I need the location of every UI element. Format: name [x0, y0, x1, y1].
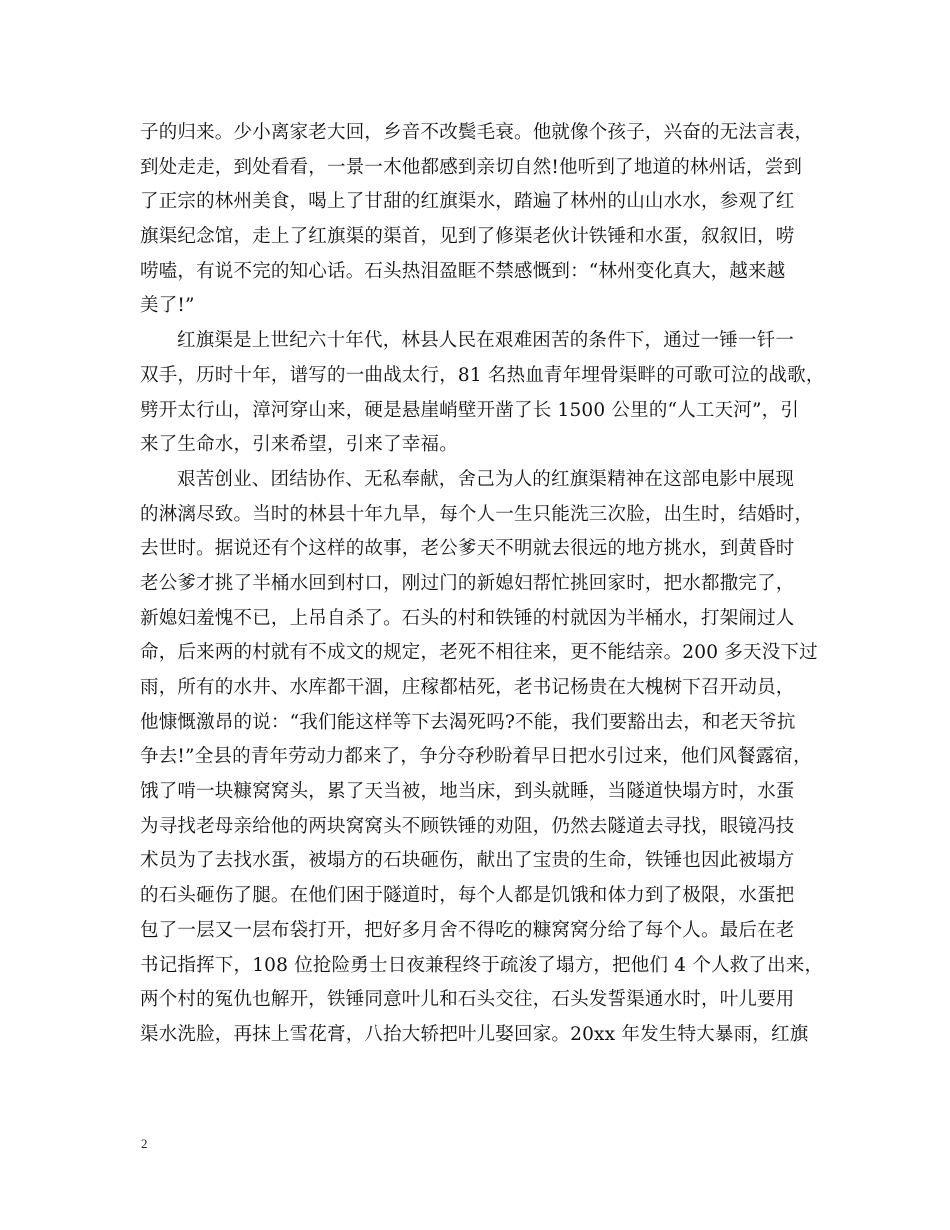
text-line: 老公爹才挑了半桶水回到村口，刚过门的新媳妇帮忙挑回家时，把水都撒完了，: [140, 572, 795, 594]
text-line: 渠水洗脸，再抹上雪花膏，八抬大轿把叶儿娶回家。20xx 年发生特大暴雨，红旗: [140, 1023, 809, 1045]
text-line: 新媳妇羞愧不已，上吊自杀了。石头的村和铁锤的村就因为半桶水，打架闹过人: [140, 607, 795, 629]
text-line: 两个村的冤仇也解开，铁锤同意叶儿和石头交往，石头发誓渠通水时，叶儿要用: [140, 989, 795, 1011]
text-line: 唠嗑，有说不完的知心话。石头热泪盈眶不禁感慨到：“林州变化真大，越来越: [140, 260, 786, 282]
text-line: 美了!”: [140, 295, 195, 317]
text-line: 红旗渠是上世纪六十年代，林县人民在艰难困苦的条件下，通过一锤一钎一: [177, 330, 795, 352]
text-line: 艰苦创业、团结协作、无私奉献，舍己为人的红旗渠精神在这部电影中展现: [177, 468, 795, 490]
page-number: 2: [141, 1136, 148, 1151]
text-line: 到处走走，到处看看，一景一木他都感到亲切自然!他听到了地道的林州话，尝到: [140, 156, 803, 178]
text-line: 命，后来两的村就有不成文的规定，老死不相往来，更不能结亲。200 多天没下过: [140, 642, 818, 664]
text-line: 去世时。据说还有个这样的故事，老公爹天不明就去很远的地方挑水，到黄昏时: [140, 538, 795, 560]
text-line: 雨，所有的水井、水库都干涸，庄稼都枯死，老书记杨贵在大槐树下召开动员，: [140, 677, 795, 698]
text-line: 饿了啃一块糠窝窝头，累了天当被，地当床，到头就睡，当隧道快塌方时，水蛋: [140, 781, 795, 803]
text-line: 他慷慨激昂的说：“我们能这样等下去渴死吗?不能，我们要豁出去，和老天爷抗: [140, 711, 796, 733]
text-line: 为寻找老母亲给他的两块窝窝头不顾铁锤的劝阻，仍然去隧道去寻找，眼镜冯技: [140, 815, 795, 837]
text-line: 的淋漓尽致。当时的林县十年九旱，每个人一生只能洗三次脸，出生时，结婚时，: [140, 503, 814, 525]
text-line: 旗渠纪念馆，走上了红旗渠的渠首，见到了修渠老伙计铁锤和水蛋，叙叙旧，唠: [140, 226, 795, 248]
text-line: 争去!”全县的青年劳动力都来了，争分夺秒盼着早日把水引过来，他们风餐露宿，: [140, 746, 812, 768]
text-line: 了正宗的林州美食，喝上了甘甜的红旗渠水，踏遍了林州的山山水水，参观了红: [140, 191, 795, 213]
text-line: 包了一层又一层布袋打开，把好多月舍不得吃的糠窝窝分给了每个人。最后在老: [140, 919, 795, 941]
body-text: [140, 116, 825, 1053]
text-line: 书记指挥下，108 位抢险勇士日夜兼程终于疏浚了塌方，把他们 4 个人救了出来，: [140, 954, 824, 976]
text-line: 来了生命水，引来希望，引来了幸福。: [140, 434, 458, 456]
text-line: 劈开太行山，漳河穿山来，硬是悬崖峭壁开凿了长 1500 公里的“人工天河”，引: [140, 399, 800, 421]
text-line: 子的归来。少小离家老大回，乡音不改鬓毛衰。他就像个孩子，兴奋的无法言表，: [140, 122, 814, 143]
text-line: 的石头砸伤了腿。在他们困于隧道时，每个人都是饥饿和体力到了极限，水蛋把: [140, 885, 795, 907]
text-line: 双手，历时十年，谱写的一曲战太行，81 名热血青年埋骨渠畔的可歌可泣的战歌，: [140, 364, 825, 386]
text-line: 术员为了去找水蛋，被塌方的石块砸伤，献出了宝贵的生命，铁锤也因此被塌方: [140, 850, 795, 872]
